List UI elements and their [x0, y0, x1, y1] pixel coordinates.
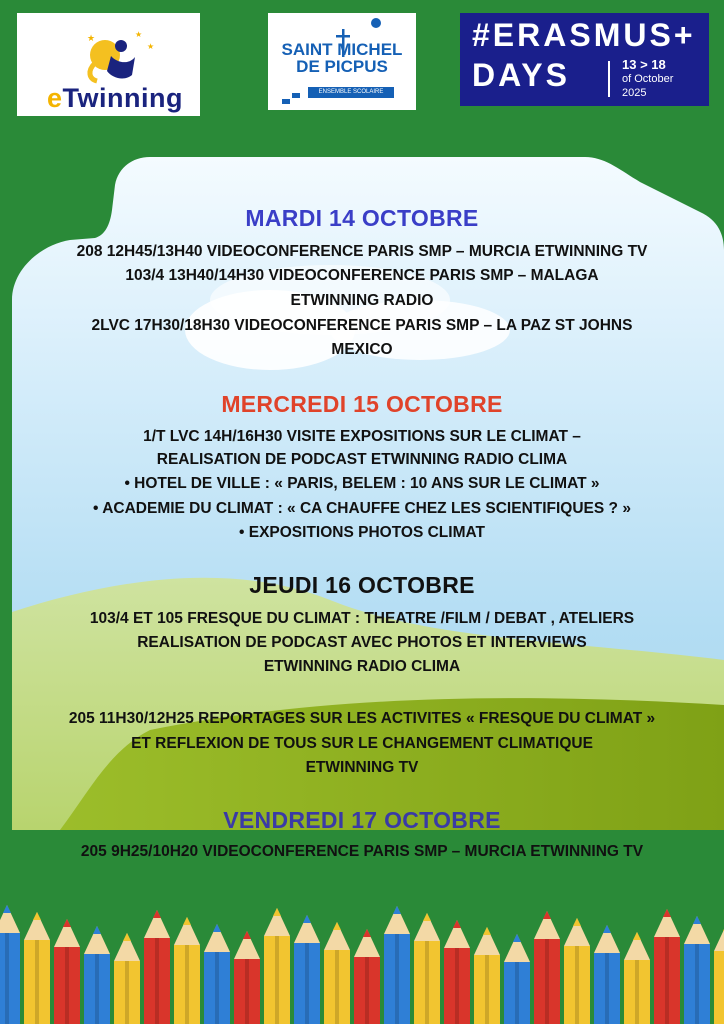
pencil-row [0, 905, 724, 1024]
schedule-line: ET REFLEXION DE TOUS SUR LE CHANGEMENT CLIMATIQUE [131, 735, 593, 752]
svg-text:★: ★ [135, 30, 143, 39]
erasmus-dates [622, 58, 673, 100]
schedule-line: • HOTEL DE VILLE : « PARIS, BELEM : 10 ANS SUR LE CLIMAT » [124, 475, 600, 492]
schedule-line: ETWINNING TV [305, 759, 419, 776]
pencil [384, 906, 410, 1024]
etwinning-wordmark: eTwinning [47, 83, 183, 113]
schedule-line: • ACADEMIE DU CLIMAT : « CA CHAUFFE CHEZ LES SCIENTIFIQUES ? » [93, 500, 631, 517]
svg-text:★: ★ [147, 42, 155, 51]
schedule-line: ETWINNING RADIO [290, 292, 434, 309]
erasmus-days-word: DAYS [472, 57, 570, 93]
schedule-line: 1/T LVC 14H/16H30 VISITE EXPOSITIONS SUR LE CLIMAT – [143, 428, 581, 445]
saint-michel-logo [268, 13, 416, 110]
pencil [534, 911, 560, 1024]
divider [608, 61, 610, 97]
schedule-line: • EXPOSITIONS PHOTOS CLIMAT [239, 524, 485, 541]
schedule-line: MEXICO [331, 341, 393, 358]
school-name-line2: DE PICPUS [296, 57, 388, 76]
schedule-line: 208 12H45/13H40 VIDEOCONFERENCE PARIS SMP – MURCIA ETWINNING TV [76, 243, 648, 260]
pencil [144, 910, 170, 1024]
etwinning-logo [17, 13, 200, 116]
day-title-mercredi: MERCREDI 15 OCTOBRE [221, 391, 503, 417]
pencil [0, 905, 20, 1024]
erasmus-title: #ERASMUS+ [472, 17, 696, 53]
schedule-line: 103/4 13H40/14H30 VIDEOCONFERENCE PARIS SMP – MALAGA [125, 267, 599, 284]
schedule-line: 205 11H30/12H25 REPORTAGES SUR LES ACTIVITES « FRESQUE DU CLIMAT » [68, 710, 656, 727]
schedule-line: 103/4 ET 105 FRESQUE DU CLIMAT : THEATRE /FILM / DEBAT , ATELIERS [89, 610, 635, 627]
year-label: 2025 [622, 87, 647, 99]
schedule-line: REALISATION DE PODCAST ETWINNING RADIO CLIMA [156, 451, 568, 468]
pencil [24, 912, 50, 1024]
school-subtitle: ENSEMBLE SCOLAIRE [308, 87, 394, 98]
day-title-jeudi: JEUDI 16 OCTOBRE [249, 572, 475, 598]
erasmus-days-logo [460, 13, 709, 106]
schedule-line: ETWINNING RADIO CLIMA [263, 658, 461, 675]
pencil [264, 908, 290, 1024]
schedule-line: 2LVC 17H30/18H30 VIDEOCONFERENCE PARIS SMP – LA PAZ ST JOHNS [91, 317, 633, 334]
day-title-mardi: MARDI 14 OCTOBRE [245, 205, 479, 231]
school-name-line1: SAINT MICHEL [281, 40, 403, 59]
svg-text:★: ★ [87, 33, 96, 43]
schedule-line: REALISATION DE PODCAST AVEC PHOTOS ET INTERVIEWS [137, 634, 587, 651]
school-name [274, 41, 410, 75]
pencil [654, 909, 680, 1024]
month-label: of October [622, 73, 674, 85]
schedule-line: 205 9H25/10H20 VIDEOCONFERENCE PARIS SMP – MURCIA ETWINNING TV [80, 843, 644, 860]
pencil [414, 913, 440, 1024]
day-title-vendredi: VENDREDI 17 OCTOBRE [223, 807, 501, 833]
date-range: 13 > 18 [622, 57, 666, 72]
